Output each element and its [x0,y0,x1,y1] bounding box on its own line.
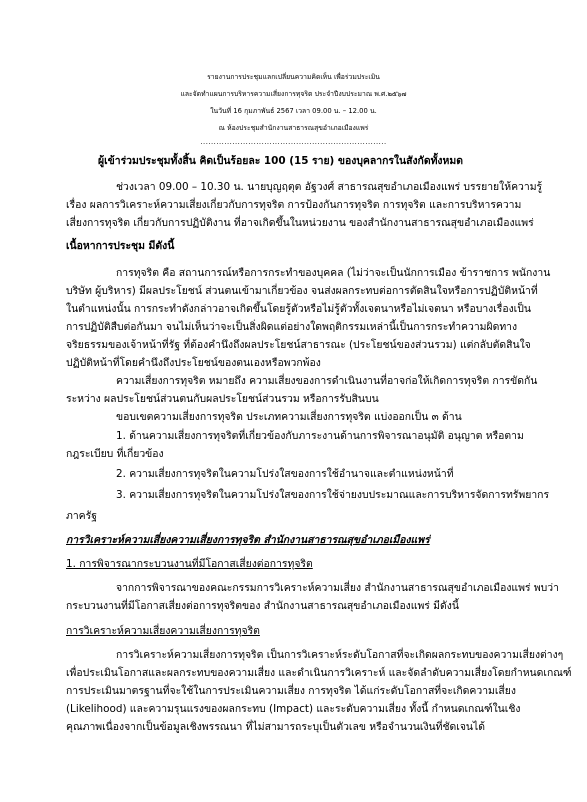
process-body-line-2: กระบวนงานที่มีโอกาสเสี่ยงต่อการทุจริตของ สำนักงานสาธารณสุขอำเภอเมืองแพร่ มีดังนี้ [66,600,459,612]
scope-item-3: 3. ความเสี่ยงการทุจริตในความโปร่งใสของการใช้จ่ายงบประมาณและการบริหารจัดการทรัพยากร [116,489,550,501]
definition-corruption-line-4: การปฏิบัติสืบต่อกันมา จนไม่เห็นว่าจะเป็นสิ่งผิดแต่อย่างใดพฤติกรรมเหล่านี้เป็นการกระทำความผิดทาง [66,321,518,333]
process-body-line-1: จากการพิจารณาของคณะกรรมการวิเคราะห์ความเสี่ยง สำนักงานสาธารณสุขอำเภอเมืองแพร่ พบว่า [116,582,559,594]
definition-corruption-line-1: การทุจริต คือ สถานการณ์หรือการกระทำของบุคคล (ไม่ว่าจะเป็นนักการเมือง ข้าราชการ พนักงาน [116,267,551,279]
scope-item-1: 1. ด้านความเสี่ยงการทุจริตที่เกี่ยวข้องกับภาระงานด้านการพิจารณาอนุมัติ อนุญาต หรือตาม [116,430,524,442]
definition-risk-line-1: ความเสี่ยงการทุจริต หมายถึง ความเสี่ยงของการดำเนินงานที่อาจก่อให้เกิดการทุจริต การขัดกัน [116,375,538,387]
scope-item-2: 2. ความเสี่ยงการทุจริตในความโปร่งใสของการใช้อำนาจและตำแหน่งหน้าที่ [116,468,454,480]
meeting-place: ณ ห้องประชุมสำนักงานสาธารณสุขอำเภอเมืองแพร่ [218,124,369,132]
risk-analysis-line-5: คุณภาพเนื่องจากเป็นข้อมูลเชิงพรรณนา ที่ไม่สามารถระบุเป็นตัวเลข หรือจำนวนเงินที่ชัดเจนได้ [66,721,485,733]
risk-analysis-line-4: (Likelihood) และความรุนแรงของผลกระทบ (Impact) และระดับความเสี่ยง ทั้งนี้ กำหนดเกณฑ์ในเชิง [66,703,521,715]
report-title-line-1: รายงานการประชุมแลกเปลี่ยนความคิดเห็น เพื่อร่วมประเมิน [207,73,380,81]
scope-item-3-cont: ภาครัฐ [66,510,97,522]
definition-corruption-line-3: ในตำแหน่งนั้น การกระทำดังกล่าวอาจเกิดขึ้นโดยรู้ตัวหรือไม่รู้ตัวทั้งเจตนาหรือไม่เจตนา หรือบางเรื่องเป็น [66,303,531,315]
analysis-heading: การวิเคราะห์ความเสี่ยงความเสี่ยงการทุจริต สำนักงานสาธารณสุขอำเภอเมืองแพร่ [66,534,430,546]
risk-analysis-line-2: เพื่อประเมินโอกาสและผลกระทบของความเสี่ยง และดำเนินการวิเคราะห์ และจัดลำดับความเสี่ยงโดยกำหนดเกณฑ์ [66,667,572,679]
risk-analysis-line-1: การวิเคราะห์ความเสี่ยงการทุจริต เป็นการวิเคราะห์ระดับโอกาสที่จะเกิดผลกระทบของความเสี่ยงต่างๆ [116,649,564,661]
report-title-line-2: และจัดทำแผนการบริหารความเสี่ยงการทุจริต ประจำปีงบประมาณ พ.ศ.๒๕๖๗ [180,90,407,98]
risk-analysis-line-3: การประเมินมาตรฐานที่จะใช้ในการประเมินความเสี่ยง การทุจริต ได้แก่ระดับโอกาสที่จะเกิดความเสี่ยง [66,685,516,697]
definition-corruption-line-5: จริยธรรมของเจ้าหน้าที่รัฐ ที่ต้องคำนึงถึงผลประโยชน์สาธารณะ (ประโยชน์ของส่วนรวม) แต่กลับตัดสินใจ [66,339,531,351]
definition-corruption-line-2: บริษัท ผู้บริหาร) มีผลประโยชน์ ส่วนตนเข้ามาเกี่ยวข้อง จนส่งผลกระทบต่อการตัดสินใจหรือการปฏิบัติหน้าที่ [66,285,538,297]
attendance-summary: ผู้เข้าร่วมประชุมทั้งสิ้น คิดเป็นร้อยละ 100 (15 ราย) ของบุคลากรในสังกัดทั้งหมด [98,155,463,167]
scope-item-1-cont: กฎระเบียบ ที่เกี่ยวข้อง [66,448,164,460]
risk-analysis-heading: การวิเคราะห์ความเสี่ยงความเสี่ยงการทุจริต [66,625,260,637]
process-heading: 1. การพิจารณากระบวนงานที่มีโอกาสเสี่ยงต่อการทุจริต [66,558,313,570]
session-line-1: ช่วงเวลา 09.00 – 10.30 น. นายบุญฤตุต อัฐวงศ์ สาธารณสุขอำเภอเมืองแพร่ บรรยายให้ความรู้ [116,181,543,193]
definition-risk-line-2: ระหว่าง ผลประโยชน์ส่วนตนกับผลประโยชน์ส่วนรวม หรือการรับสินบน [66,393,379,405]
header-separator: ...................................................................... [200,138,387,146]
meeting-date: ในวันที่ 16 กุมภาพันธ์ 2567 เวลา 09.00 น. – 12.00 น. [210,107,377,115]
session-line-2: เรื่อง ผลการวิเคราะห์ความเสี่ยงเกี่ยวกับการทุจริต การป้องกันการทุจริต การทุจริต และการบริหารความ [66,199,522,211]
definition-corruption-line-6: ปฏิบัติหน้าที่โดยคำนึงถึงประโยชน์ของตนเองหรือพวกพ้อง [66,357,321,369]
session-line-3: เสี่ยงการทุจริต เกี่ยวกับการปฏิบัติงาน ที่อาจเกิดขึ้นในหน่วยงาน ของสำนักงานสาธารณสุขอำเภอเมืองแพร่ [66,217,534,229]
scope-intro: ขอบเขตความเสี่ยงการทุจริต ประเภทความเสี่ยงการทุจริต แบ่งออกเป็น ๓ ด้าน [116,411,462,423]
content-heading: เนื้อหาการประชุม มีดังนี้ [66,240,175,252]
